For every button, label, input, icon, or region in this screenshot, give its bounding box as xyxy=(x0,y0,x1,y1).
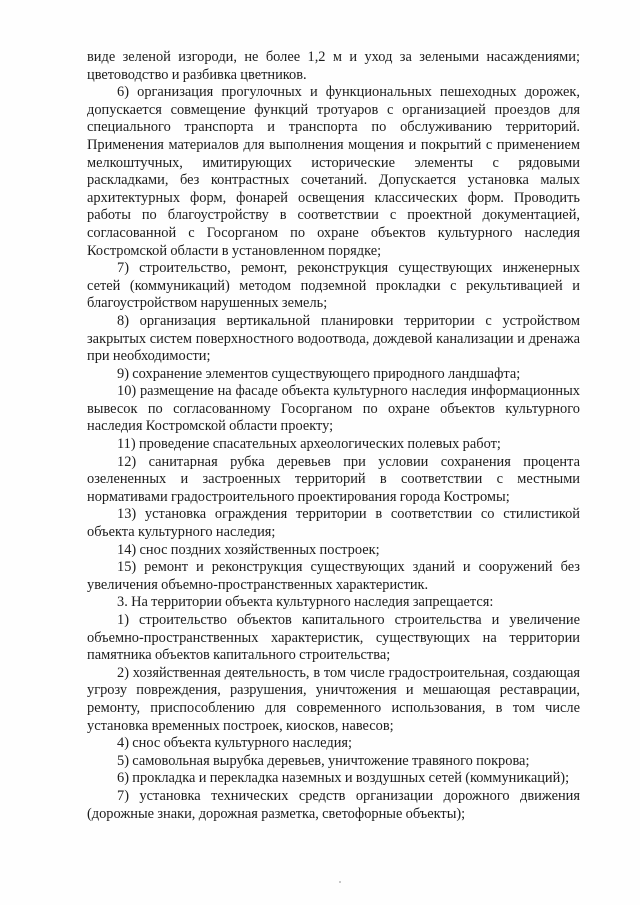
paragraph-prohibited-6: 6) прокладка и перекладка наземных и воздушных сетей (коммуникаций); xyxy=(117,770,570,787)
paragraph-item-12-tree-felling: 12) санитарная рубка деревьев при условии сохранения процента озелененных и застроенных территорий в соответствии с местными нормативами градостроительного проектирования города Костромы; xyxy=(87,453,580,505)
paragraph-prohibited-4: 4) снос объекта культурного наследия; xyxy=(117,735,353,752)
paragraph-item-15-repair: 15) ремонт и реконструкция существующих зданий и сооружений без увеличения объемно-пространственных характеристик. xyxy=(87,559,580,593)
paragraph-item-7-networks: 7) строительство, ремонт, реконструкция существующих инженерных сетей (коммуникаций) методом подземной прокладки с рекультивацией и благоустройством нарушенных земель; xyxy=(87,260,580,312)
paragraph-item-6-paths: 6) организация прогулочных и функциональных пешеходных дорожек, допускается совмещение функций тротуаров с организацией проездов для специального транспорта и транспорта по обслуживанию территорий. Применения материалов для выполнения мощения и покрытий с применением мелкоштучных, имитирующих исторические элементы с рядовыми раскладками, без контрастных сочетаний. Допускается установка малых архитектурных форм, фонарей освещения классических форм. Проводить работы по благоустройству в соответствии с проектной документацией, согласованной с Госорганом по охране объектов культурного наследия Костромской области в установленном порядке; xyxy=(87,84,580,259)
paragraph-greenery-continuation: виде зеленой изгороди, не более 1,2 м и уход за зелеными насаждениями; цветоводство и разбивка цветников. xyxy=(87,49,580,83)
paragraph-prohibited-1: 1) строительство объектов капитального строительства и увеличение объемно-пространственных характеристик, существующих на территории памятника объектов капитального строительства; xyxy=(87,612,580,664)
paragraph-prohibited-5: 5) самовольная вырубка деревьев, уничтожение травяного покрова; xyxy=(117,752,530,769)
paragraph-item-8-planning: 8) организация вертикальной планировки территории с устройством закрытых систем поверхностного водоотвода, дождевой канализации и дренажа при необходимости; xyxy=(87,312,580,365)
paragraph-prohibited-2: 2) хозяйственная деятельность, в том числе градостроительная, создающая угрозу повреждения, разрушения, уничтожения и мешающая реставрации, ремонту, приспособлению для современного использования, в том числе установка временных построек, киосков, навесов; xyxy=(87,664,580,734)
document-body xyxy=(87,49,580,823)
paragraph-item-9-landscape: 9) сохранение элементов существующего природного ландшафта; xyxy=(117,365,521,382)
section-3-heading: 3. На территории объекта культурного наследия запрещается: xyxy=(117,594,494,611)
scan-speck xyxy=(339,881,341,883)
paragraph-prohibited-7: 7) установка технических средств организации дорожного движения (дорожные знаки, дорожная разметка, светофорные объекты); xyxy=(87,787,580,822)
paragraph-item-10-signage: 10) размещение на фасаде объекта культурного наследия информационных вывесок по согласованному Госорганом по охране объектов культурного наследия Костромской области проекту; xyxy=(87,383,580,435)
paragraph-item-13-fencing: 13) установка ограждения территории в соответствии со стилистикой объекта культурного наследия; xyxy=(87,506,580,541)
paragraph-item-14-demolition: 14) снос поздних хозяйственных построек; xyxy=(117,541,380,558)
paragraph-item-11-archaeology: 11) проведение спасательных археологических полевых работ; xyxy=(117,436,501,453)
